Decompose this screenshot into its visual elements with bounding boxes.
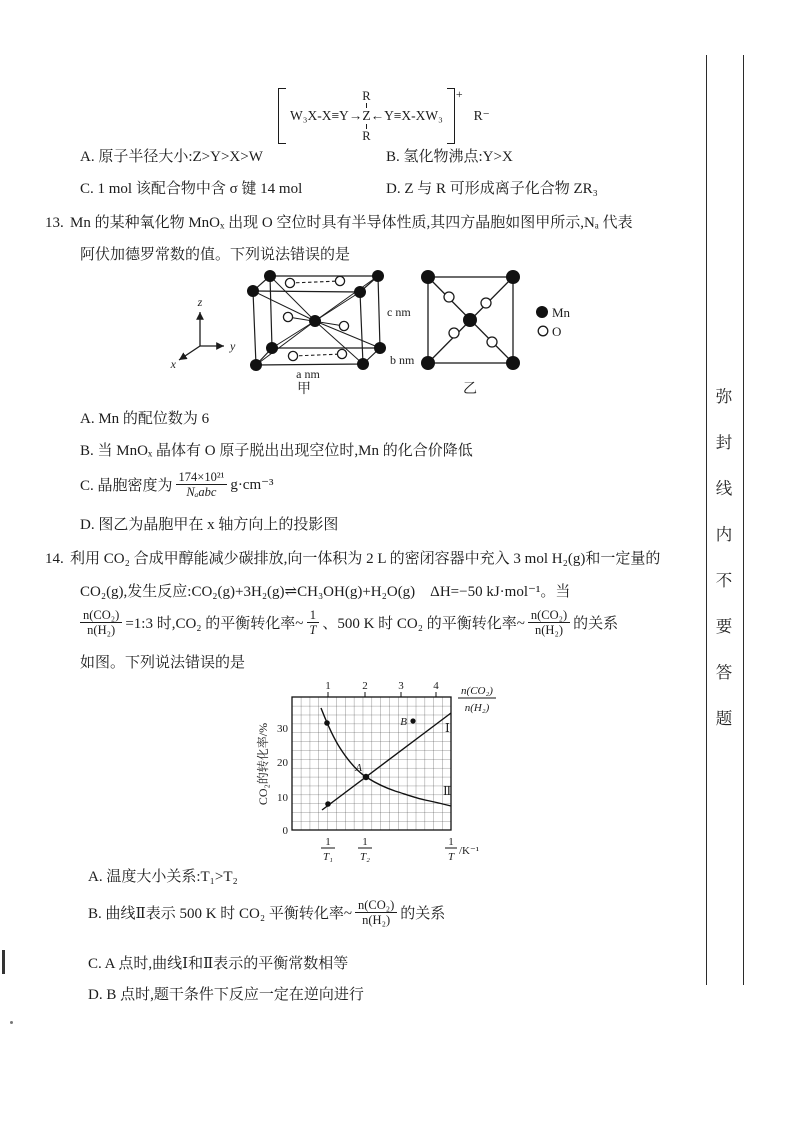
- q14-option-c: C. A 点时,曲线Ⅰ和Ⅱ表示的平衡常数相等: [88, 956, 349, 972]
- legend-o-label: O: [552, 324, 562, 339]
- q14-stem-line4: 如图。下列说法错误的是: [80, 655, 246, 671]
- ratio-1-num: n(CO₂): [80, 608, 122, 623]
- top-axis-label-num: n(CO₂): [461, 685, 493, 697]
- density-fraction: [176, 470, 228, 499]
- q14-stem-line3: [80, 608, 618, 637]
- q14-number: 14.: [45, 551, 64, 567]
- top-tick-3: 3: [398, 680, 404, 692]
- bottom-tick1-num: 1: [325, 836, 331, 848]
- inv-t-num: 1: [307, 608, 319, 623]
- edge-c-label: c nm: [387, 305, 411, 319]
- q14-option-b-suffix: 的关系: [400, 906, 446, 922]
- ratio-fraction-2: [528, 608, 570, 637]
- top-ligand: R: [362, 88, 371, 103]
- right-bracket: [447, 88, 455, 144]
- q13-option-d: D. 图乙为晶胞甲在 x 轴方向上的投影图: [80, 517, 339, 533]
- seal-char-5: 不: [715, 571, 733, 590]
- density-fraction-denominator: Nₐabc: [186, 485, 217, 499]
- seal-line-left: [706, 55, 707, 985]
- seal-line-right: [743, 55, 744, 985]
- ratio-1-den: n(H₂): [87, 623, 116, 637]
- top-tick-4: 4: [433, 680, 439, 692]
- y-tick-10: 10: [277, 792, 288, 804]
- edge-b-label: b nm: [390, 353, 415, 367]
- q14-equilibrium-chart: [255, 678, 505, 873]
- q14-option-a: A. 温度大小关系:T₁>T₂: [88, 869, 238, 885]
- seal-char-1: 弥: [715, 387, 733, 406]
- q13-option-b: B. 当 MnOₓ 晶体有 O 原子脱出出现空位时,Mn 的化合价降低: [80, 443, 473, 459]
- curve-I-dot: [325, 801, 331, 807]
- q12-structure-formula: [278, 86, 490, 146]
- y-tick-30: 30: [277, 723, 288, 735]
- right-chain: ←Y≡X-XW₃: [370, 108, 443, 124]
- q13-option-a: A. Mn 的配位数为 6: [80, 411, 210, 427]
- stem3-text3: 的关系: [573, 616, 619, 632]
- ratio-2-num: n(CO₂): [528, 608, 570, 623]
- q14-b-frac-num: n(CO₂): [355, 898, 397, 913]
- q13-number: 13.: [45, 215, 64, 231]
- curve-II-dot: [324, 720, 330, 726]
- edge-a-label: a nm: [296, 367, 320, 381]
- seal-text-column: [711, 372, 737, 740]
- q13-crystal-figure: [158, 256, 578, 398]
- curve-I-label: Ⅰ: [445, 721, 450, 735]
- bottom-ligand: R: [362, 128, 371, 143]
- y-tick-20: 20: [277, 757, 288, 769]
- q13-stem-line2: 阿伏加德罗常数的值。下列说法错误的是: [80, 247, 351, 263]
- cell-jia-caption: 甲: [297, 382, 311, 397]
- axes-triad: [179, 312, 224, 360]
- bottom-axis-label-den: T: [447, 851, 455, 863]
- q12-option-a: A. 原子半径大小:Z>Y>X>W: [80, 149, 263, 165]
- structure-core: [286, 90, 447, 143]
- bottom-tick2-den: T₂: [360, 851, 370, 863]
- scan-artifact-tick: [2, 950, 5, 974]
- bottom-tick1-den: T₁: [323, 851, 333, 863]
- q14-option-b: [88, 898, 445, 927]
- bottom-axis-unit: /K⁻¹: [459, 845, 480, 857]
- q12-option-c: C. 1 mol 该配合物中含 σ 键 14 mol: [80, 181, 303, 197]
- left-bracket: [278, 88, 286, 144]
- density-fraction-numerator: 174×10²¹: [176, 470, 228, 485]
- ratio-fraction-1: [80, 608, 122, 637]
- counter-ion: R⁻: [473, 108, 490, 123]
- top-axis-ticks: [328, 692, 436, 697]
- inv-t-den: T: [309, 623, 317, 637]
- ratio-2-den: n(H₂): [535, 623, 563, 637]
- stem3-text2: 、500 K 时 CO₂ 的平衡转化率~: [322, 616, 525, 632]
- inverse-t-fraction: [306, 608, 319, 637]
- q14-option-d: D. B 点时,题干条件下反应一定在逆向进行: [88, 987, 364, 1003]
- top-axis-label-den: n(H₂): [464, 702, 490, 714]
- axis-y-label: y: [230, 339, 236, 353]
- seal-char-4: 内: [715, 525, 733, 544]
- legend-mn-icon: [536, 306, 548, 318]
- seal-char-2: 封: [715, 433, 733, 452]
- axis-z-label: z: [197, 295, 203, 309]
- point-A-dot: [363, 774, 369, 780]
- bond-bottom: [366, 124, 367, 129]
- legend-mn-label: Mn: [552, 305, 571, 320]
- y-tick-0: 0: [282, 825, 288, 837]
- bottom-axis-label-num: 1: [448, 836, 454, 848]
- point-A-label: A: [355, 762, 362, 774]
- q13-stem-line1: Mn 的某种氧化物 MnOₓ 出现 O 空位时具有半导体性质,其四方晶胞如图甲所示,Nₐ 代表: [70, 215, 633, 231]
- seal-char-6: 要: [715, 617, 733, 636]
- q14-b-frac-den: n(H₂): [362, 913, 391, 927]
- bottom-tick2-num: 1: [362, 836, 368, 848]
- point-B-label: B: [400, 716, 407, 728]
- chart-grid: [292, 697, 451, 830]
- legend-o-icon: [538, 326, 548, 336]
- stem3-text1: =1:3 时,CO₂ 的平衡转化率~: [125, 616, 304, 632]
- top-tick-2: 2: [362, 680, 368, 692]
- q12-option-d: D. Z 与 R 可形成离子化合物 ZR₃: [386, 181, 598, 197]
- q12-option-b: B. 氢化物沸点:Y>X: [386, 149, 513, 165]
- q14-stem-line1: 利用 CO₂ 合成甲醇能减少碳排放,向一体积为 2 L 的密闭容器中充入 3 mol H₂(g)和一定量的: [70, 551, 661, 567]
- point-B-dot: [410, 718, 415, 723]
- cell-yi-caption: 乙: [463, 382, 477, 397]
- top-tick-1: 1: [325, 680, 331, 692]
- q13-option-c: [80, 470, 274, 499]
- q14-option-b-prefix: B. 曲线Ⅱ表示 500 K 时 CO₂ 平衡转化率~: [88, 906, 352, 922]
- axis-x-label: x: [170, 357, 176, 371]
- q13-option-c-prefix: C. 晶胞密度为: [80, 478, 173, 494]
- scan-artifact-dot: [10, 1021, 13, 1024]
- left-chain: W₃X-X≡Y→: [290, 108, 363, 124]
- curve-II-label: Ⅱ: [443, 784, 452, 798]
- y-axis-title: CO₂的转化率/%: [256, 722, 270, 806]
- center-atom: Z: [362, 108, 371, 124]
- q14-stem-line2: CO₂(g),发生反应:CO₂(g)+3H₂(g)⇌CH₃OH(g)+H₂O(g) ΔH=−50 kJ·mol⁻¹。当: [80, 584, 571, 600]
- seal-char-8: 题: [715, 709, 733, 728]
- seal-char-3: 线: [715, 479, 733, 498]
- q14-option-b-fraction: [355, 898, 397, 927]
- q13-option-c-suffix: g·cm⁻³: [230, 477, 274, 493]
- complex-charge: +: [455, 86, 463, 101]
- seal-char-7: 答: [715, 663, 733, 682]
